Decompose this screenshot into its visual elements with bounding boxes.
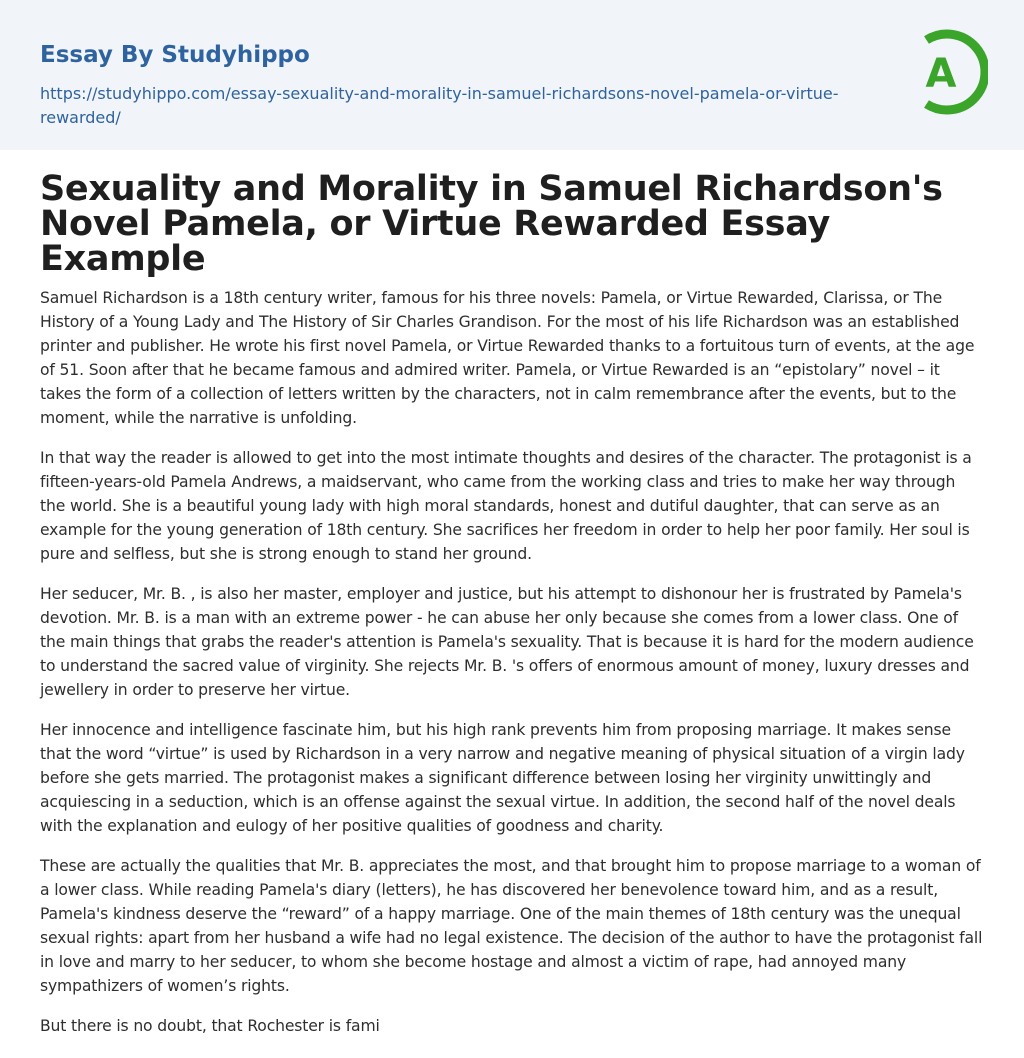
page-title: Sexuality and Morality in Samuel Richardson's Novel Pamela, or Virtue Rewarded Essay Example [40, 169, 943, 279]
article-paragraph: Her innocence and intelligence fascinate him, but his high rank prevents him from proposing marriage. It makes sense that the word “virtue” is used by Richardson in a very narrow and negative meaning of physical situation of a virgin lady before she gets married. The protagonist makes a significant difference between losing her virginity unwittingly and acquiescing in a seduction, which is an offense against the sexual virtue. In addition, the second half of the novel deals with the explanation and eulogy of her positive qualities of goodness and charity. [40, 721, 965, 835]
article-paragraph: Her seducer, Mr. B. , is also her master, employer and justice, but his attempt to dishonour her is frustrated by Pamela's devotion. Mr. B. is a man with an extreme power - he can abuse her only because she comes from a lower class. One of the main things that grabs the reader's attention is Pamela's sexuality. That is because it is hard for the modern audience to understand the sacred value of virginity. She rejects Mr. B. 's offers of enormous amount of money, luxury dresses and jewellery in order to preserve her virtue. [40, 585, 974, 699]
article-paragraph: In that way the reader is allowed to get into the most intimate thoughts and desires of the character. The protagonist is a fifteen-years-old Pamela Andrews, a maidservant, who came from the working class and tries to make her way through the world. She is a beautiful young lady with high moral standards, honest and dutiful daughter, that can serve as an example for the young generation of 18th century. She sacrifices her freedom in order to help her poor family. Her soul is pure and selfless, but she is strong enough to stand her ground. [40, 449, 972, 563]
article-paragraph: These are actually the qualities that Mr. B. appreciates the most, and that brought him to propose marriage to a woman of a lower class. While reading Pamela's diary (letters), he has discovered her benevolence toward him, and as a result, Pamela's kindness deserve the “reward” of a happy marriage. One of the main themes of 18th century was the unequal sexual rights: apart from her husband a wife had no legal existence. The decision of the author to have the protagonist fall in love and marry to her seducer, to whom she become hostage and almost a victim of rape, had annoyed many sympathizers of women’s rights. [40, 857, 983, 995]
article-paragraph: Samuel Richardson is a 18th century writer, famous for his three novels: Pamela, or Virtue Rewarded, Clarissa, or The History of a Young Lady and The History of Sir Charles Grandison. For the most of his life Richardson was an established printer and publisher. He wrote his first novel Pamela, or Virtue Rewarded thanks to a fortuitous turn of events, at the age of 51. Soon after that he became famous and admired writer. Pamela, or Virtue Rewarded is an “epistolary” novel – it takes the form of a collection of letters written by the characters, not in calm remembrance after the events, but to the moment, while the narrative is unfolding. [40, 289, 975, 427]
article-paragraph: But there is no doubt, that Rochester is fami [40, 1017, 380, 1035]
logo-letter: A [925, 51, 957, 97]
article-url-link[interactable]: https://studyhippo.com/essay-sexuality-and-morality-in-samuel-richardsons-novel-pamela-or-virtue-rewarded/ [40, 84, 839, 127]
studyhippo-logo-icon[interactable] [906, 28, 988, 116]
site-header [0, 0, 1024, 150]
site-title[interactable]: Essay By Studyhippo [40, 42, 310, 68]
article [0, 150, 1024, 1038]
